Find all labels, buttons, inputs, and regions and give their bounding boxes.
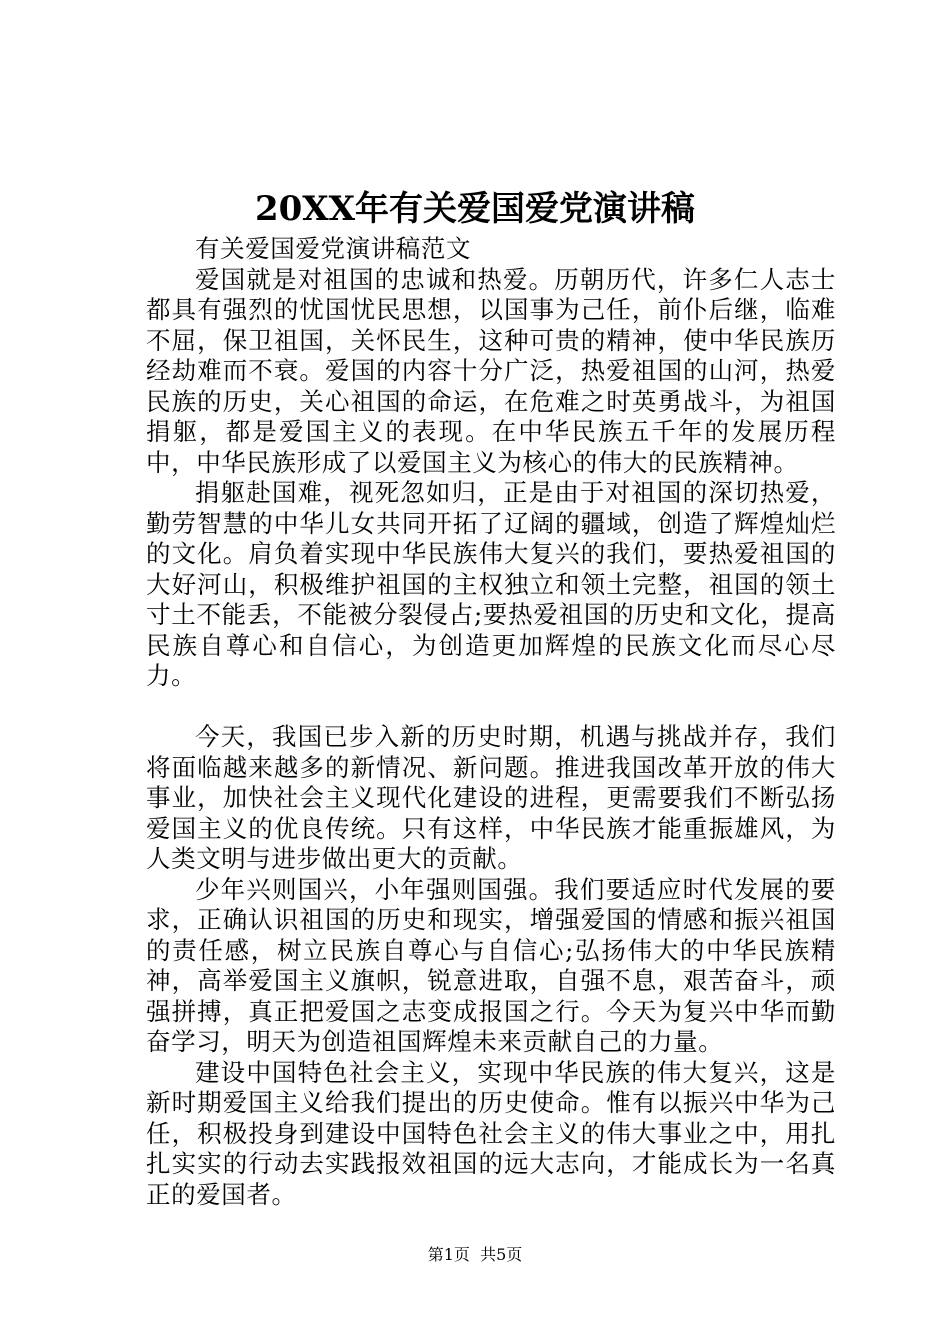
body-paragraph: 捐躯赴国难，视死忽如归，正是由于对祖国的深切热爱，勤劳智慧的中华儿女共同开拓了辽阔的疆域，创造了辉煌灿烂的文化。肩负着实现中华民族伟大复兴的我们，要热爱祖国的大好河山，积极维护祖国的主权独立和领土完整，祖国的领土寸土不能丢，不能被分裂侵占;要热爱祖国的历史和文化，提高民族自尊心和自信心，为创造更加辉煌的民族文化而尽心尽力。: [146, 478, 836, 690]
body-paragraph: 少年兴则国兴，小年强则国强。我们要适应时代发展的要求，正确认识祖国的历史和现实，增强爱国的情感和振兴祖国的责任感，树立民族自尊心与自信心;弘扬伟大的中华民族精神，高举爱国主义旗帜，锐意进取，自强不息，艰苦奋斗，顽强拼搏，真正把爱国之志变成报国之行。今天为复兴中华而勤奋学习，明天为创造祖国辉煌未来贡献自己的力量。: [146, 874, 836, 1056]
page-footer: [0, 1245, 950, 1265]
page-total: 共5页: [480, 1245, 523, 1264]
page-number: 第1页: [427, 1245, 470, 1264]
footer-separator: [470, 1245, 480, 1264]
document-body: [146, 234, 836, 1210]
body-paragraph: 今天，我国已步入新的历史时期，机遇与挑战并存，我们将面临越来越多的新情况、新问题。推进我国改革开放的伟大事业，加快社会主义现代化建设的进程，更需要我们不断弘扬爱国主义的优良传统。只有这样，中华民族才能重振雄风，为人类文明与进步做出更大的贡献。: [146, 722, 836, 873]
body-paragraph: 建设中国特色社会主义，实现中华民族的伟大复兴，这是新时期爱国主义给我们提出的历史使命。惟有以振兴中华为己任，积极投身到建设中国特色社会主义的伟大事业之中，用扎扎实实的行动去实践报效祖国的远大志向，才能成长为一名真正的爱国者。: [146, 1057, 836, 1209]
body-paragraph: 爱国就是对祖国的忠诚和热爱。历朝历代，许多仁人志士都具有强烈的忧国忧民思想，以国事为己任，前仆后继，临难不屈，保卫祖国，关怀民生，这种可贵的精神，使中华民族历经劫难而不衰。爱国的内容十分广泛，热爱祖国的山河，热爱民族的历史，关心祖国的命运，在危难之时英勇战斗，为祖国捐躯，都是爱国主义的表现。在中华民族五千年的发展历程中，中华民族形成了以爱国主义为核心的伟大的民族精神。: [146, 264, 836, 477]
subtitle-paragraph: 有关爱国爱党演讲稿范文: [195, 234, 472, 263]
document-title: 20XX年有关爱国爱党演讲稿: [254, 189, 696, 229]
